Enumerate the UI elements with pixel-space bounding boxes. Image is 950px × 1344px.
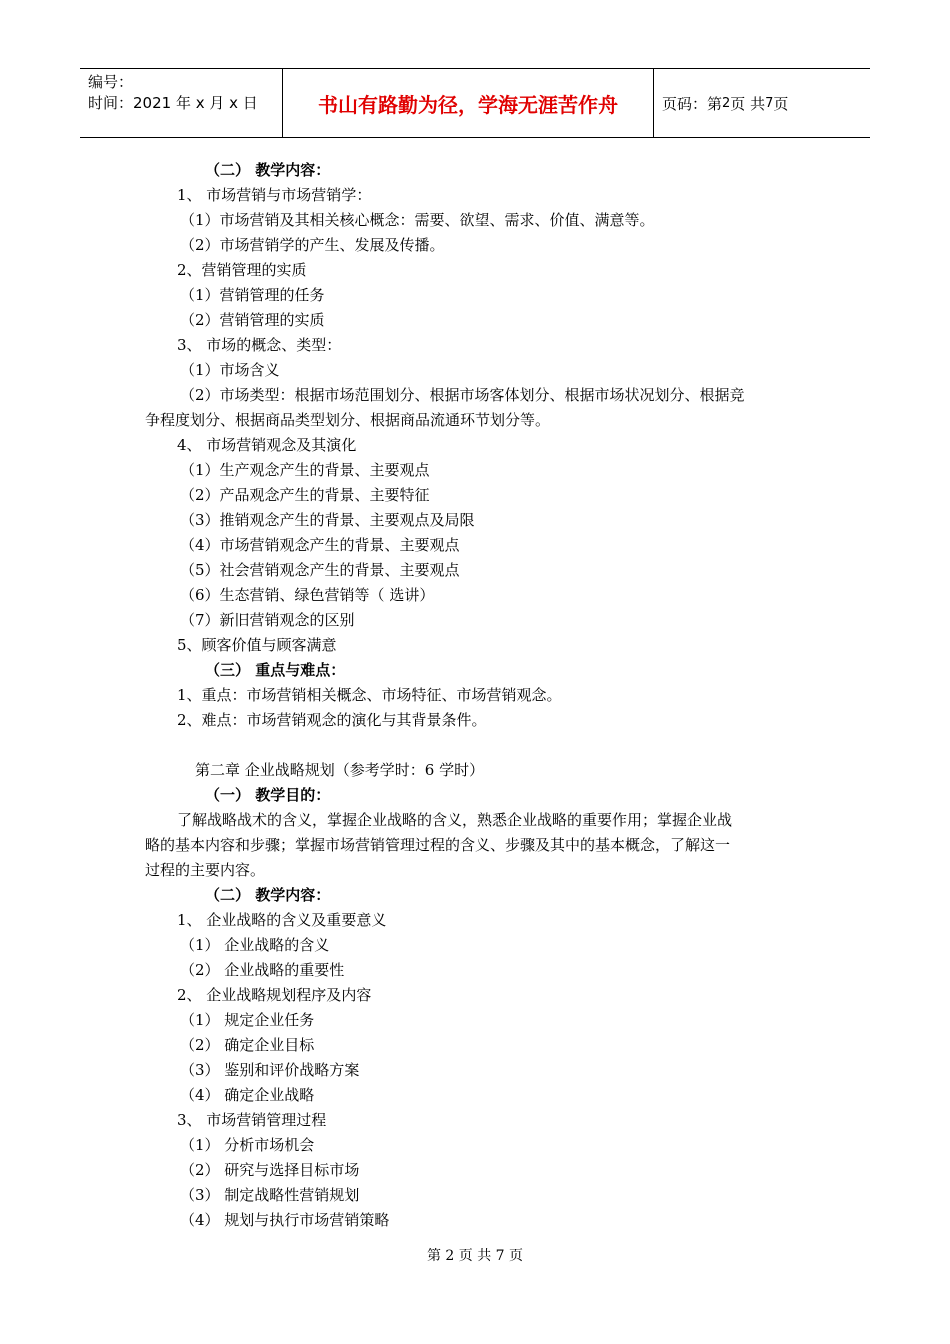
text-line: （2） 确定企业目标	[180, 1036, 315, 1054]
document-number-label: 编号：	[88, 73, 134, 91]
text-line: （二） 教学内容：	[205, 886, 331, 904]
text-line: 3、 市场营销管理过程	[177, 1111, 327, 1129]
text-line: （1）市场营销及其相关核心概念：需要、欲望、需求、价值、满意等。	[180, 211, 655, 229]
page-footer: 第 2 页 共 7 页	[426, 1248, 524, 1264]
text-line: （1）生产观念产生的背景、主要观点	[180, 461, 430, 479]
page-number: 2	[722, 95, 731, 111]
text-line: （2） 研究与选择目标市场	[180, 1161, 360, 1179]
document-time-label: 时间：2021 年 x 月 x 日	[88, 94, 258, 112]
header-page-info	[654, 69, 870, 137]
page-total: 7	[765, 95, 774, 111]
text-line: 2、 企业战略规划程序及内容	[177, 986, 372, 1004]
page-end-label: 页	[773, 94, 789, 113]
text-line: （1） 企业战略的含义	[180, 936, 330, 954]
text-line: （4）市场营销观念产生的背景、主要观点	[180, 536, 460, 554]
document-body	[0, 158, 950, 1233]
text-line: 争程度划分、根据商品类型划分、根据商品流通环节划分等。	[145, 411, 551, 429]
text-line: （2）市场营销学的产生、发展及传播。	[180, 236, 445, 254]
text-line: 3、 市场的概念、类型：	[177, 336, 342, 354]
text-line: （4） 规划与执行市场营销策略	[180, 1211, 390, 1229]
text-line: 2、难点：市场营销观念的演化与其背景条件。	[177, 711, 487, 729]
page-header	[80, 68, 870, 138]
text-line: 略的基本内容和步骤；掌握市场营销管理过程的含义、步骤及其中的基本概念，了解这一	[145, 836, 731, 854]
text-line: 过程的主要内容。	[145, 861, 266, 879]
text-line: （2）产品观念产生的背景、主要特征	[180, 486, 430, 504]
text-line: 1、 市场营销与市场营销学：	[177, 186, 372, 204]
text-line: （三） 重点与难点：	[205, 661, 346, 679]
text-line: 1、重点：市场营销相关概念、市场特征、市场营销观念。	[177, 686, 562, 704]
text-line: （2） 企业战略的重要性	[180, 961, 345, 979]
text-line: 2、营销管理的实质	[177, 261, 307, 279]
text-line: （一） 教学目的：	[205, 786, 331, 804]
text-line: 1、 企业战略的含义及重要意义	[177, 911, 387, 929]
text-line: （二） 教学内容：	[205, 161, 331, 179]
text-line: （1） 分析市场机会	[180, 1136, 315, 1154]
text-line: （5）社会营销观念产生的背景、主要观点	[180, 561, 460, 579]
text-line: （7）新旧营销观念的区别	[180, 611, 355, 629]
text-line: （3） 鉴别和评价战略方案	[180, 1061, 360, 1079]
text-line: （2）市场类型：根据市场范围划分、根据市场客体划分、根据市场状况划分、根据竞	[180, 386, 745, 404]
header-meta	[80, 69, 283, 137]
text-line: 4、 市场营销观念及其演化	[177, 436, 357, 454]
text-line: （2）营销管理的实质	[180, 311, 325, 329]
text-line: （3） 制定战略性营销规划	[180, 1186, 360, 1204]
text-line: （4） 确定企业战略	[180, 1086, 315, 1104]
text-line: 了解战略战术的含义，掌握企业战略的含义，熟悉企业战略的重要作用；掌握企业战	[177, 811, 733, 829]
text-line: （1）市场含义	[180, 361, 280, 379]
page-mid-label: 页 共	[730, 94, 766, 113]
text-line: （1）营销管理的任务	[180, 286, 325, 304]
text-line: （1） 规定企业任务	[180, 1011, 315, 1029]
blank-line	[0, 733, 950, 758]
page-label: 页码：第	[662, 94, 723, 113]
header-motto: 书山有路勤为径，学海无涯苦作舟	[283, 69, 654, 137]
text-line: （6）生态营销、绿色营销等（ 选讲）	[180, 586, 435, 604]
text-line: 第二章 企业战略规划（参考学时：6 学时）	[195, 761, 485, 779]
text-line: 5、顾客价值与顾客满意	[177, 636, 337, 654]
text-line: （3）推销观念产生的背景、主要观点及局限	[180, 511, 475, 529]
